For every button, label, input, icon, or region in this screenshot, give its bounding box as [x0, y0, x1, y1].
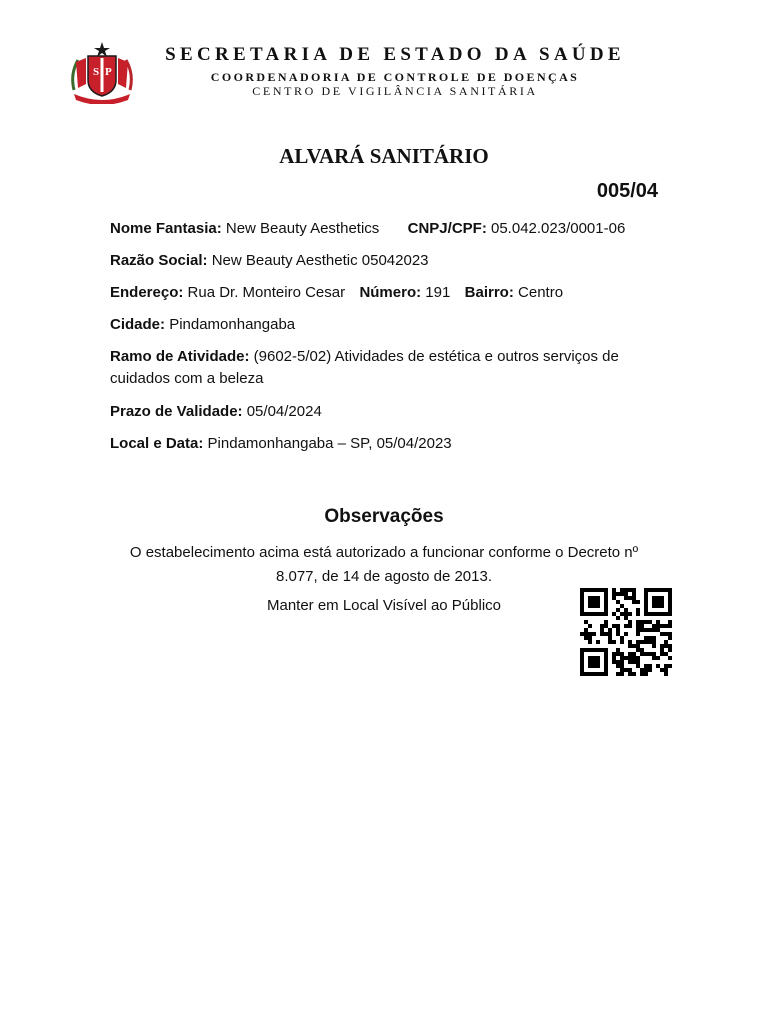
ramo-atividade-label: Ramo de Atividade: — [110, 348, 250, 365]
endereco-value: Rua Dr. Monteiro Cesar — [187, 284, 346, 301]
endereco-row — [110, 282, 563, 304]
local-data-value: Pindamonhangaba – SP, 05/04/2023 — [207, 435, 452, 452]
local-data-label: Local e Data: — [110, 435, 204, 452]
document-title: ALVARÁ SANITÁRIO — [279, 144, 489, 168]
cnpj-label: CNPJ/CPF: — [407, 220, 487, 237]
endereco-label: Endereço: — [110, 284, 184, 301]
cidade-row — [110, 314, 295, 336]
prazo-validade-label: Prazo de Validade: — [110, 403, 243, 420]
prazo-validade-row — [110, 401, 322, 423]
observacoes-visivel: Manter em Local Visível ao Público — [266, 597, 501, 614]
ramo-atividade-value: (9602-5/02) Atividades de estética e outros serviços de cuidados com a beleza — [110, 348, 619, 387]
qr-code-icon — [580, 588, 672, 676]
cidade-value: Pindamonhangaba — [169, 316, 296, 333]
bairro-label: Bairro: — [464, 284, 514, 301]
bairro-value: Centro — [518, 284, 564, 301]
ramo-atividade-row — [110, 346, 670, 390]
header-secretaria: SECRETARIA DE ESTADO DA SAÚDE — [165, 44, 625, 65]
observacoes-title: Observações — [324, 506, 444, 527]
razao-social-row — [110, 250, 429, 272]
crest-letter-p: P — [105, 66, 112, 78]
razao-social-label: Razão Social: — [110, 252, 208, 269]
sao-paulo-coat-of-arms-icon — [68, 40, 136, 104]
observacoes-text: O estabelecimento acima está autorizado a funcionar conforme o Decreto nº 8.077, de 14 de agosto de 2013. — [129, 544, 639, 585]
numero-label: Número: — [359, 284, 422, 301]
nome-fantasia-row — [110, 218, 625, 240]
document-number: 005/04 — [596, 180, 658, 202]
razao-social-value: New Beauty Aesthetic 05042023 — [211, 252, 429, 269]
header-coordenadoria: COORDENADORIA DE CONTROLE DE DOENÇAS — [210, 70, 580, 84]
numero-value: 191 — [425, 284, 451, 301]
crest-letter-s: S — [93, 66, 100, 78]
prazo-validade-value: 05/04/2024 — [246, 403, 322, 420]
header-centro: CENTRO DE VIGILÂNCIA SANITÁRIA — [252, 84, 538, 98]
cidade-label: Cidade: — [110, 316, 166, 333]
nome-fantasia-label: Nome Fantasia: — [110, 220, 222, 237]
local-data-row — [110, 433, 452, 455]
cnpj-value: 05.042.023/0001-06 — [491, 220, 626, 237]
nome-fantasia-value: New Beauty Aesthetics — [225, 220, 380, 237]
